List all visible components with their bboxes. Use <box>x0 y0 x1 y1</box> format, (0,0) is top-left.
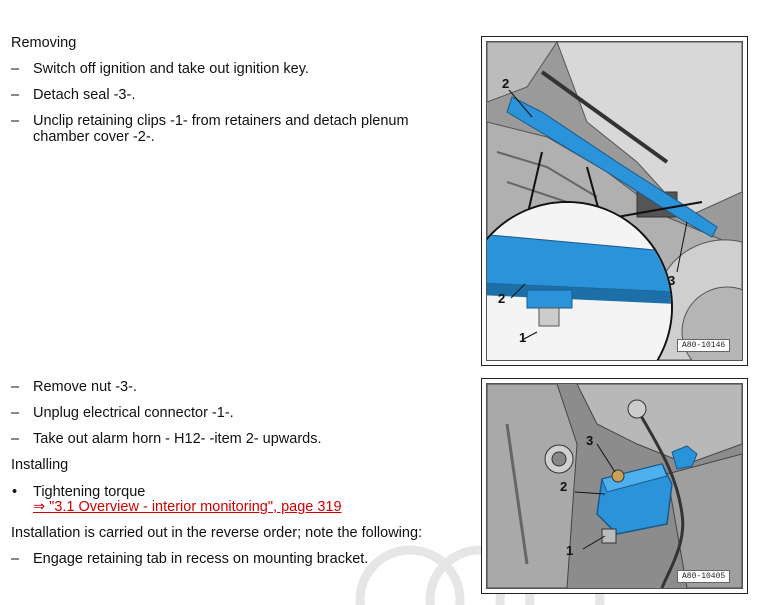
step-switch-off-ignition: Switch off ignition and take out ignition key. <box>33 61 309 77</box>
callout-1: 1 <box>566 543 574 558</box>
dash-marker: – <box>11 551 20 567</box>
installation-note: Installation is carried out in the reverse order; note the following: <box>11 525 423 541</box>
callout-3: 3 <box>668 273 676 288</box>
callout-2-inset: 2 <box>498 291 506 306</box>
figure2-callouts <box>482 379 747 593</box>
figure-alarm-horn <box>481 378 748 594</box>
bullet-marker: • <box>12 484 18 500</box>
dash-marker: – <box>11 113 20 129</box>
dash-marker: – <box>11 379 20 395</box>
dash-marker: – <box>11 61 20 77</box>
step-take-out-alarm-horn: Take out alarm horn - H12- -item 2- upwards. <box>33 431 322 447</box>
dash-marker: – <box>11 431 20 447</box>
callout-2: 2 <box>560 479 568 494</box>
step-engage-retaining-tab: Engage retaining tab in recess on mounting bracket. <box>33 551 369 567</box>
callout-3: 3 <box>586 433 594 448</box>
figure-plenum-chamber-cover <box>481 36 748 366</box>
step-unplug-connector: Unplug electrical connector -1-. <box>33 405 234 421</box>
tightening-torque-label: Tightening torque <box>33 484 146 500</box>
overview-interior-monitoring-link[interactable]: ⇒ "3.1 Overview - interior monitoring", page 319 <box>33 499 342 515</box>
figure1-id-label: A80-10146 <box>677 339 730 352</box>
step-unclip-retaining-clips-cont: chamber cover -2-. <box>33 129 155 145</box>
step-detach-seal: Detach seal -3-. <box>33 87 136 103</box>
callout-1-inset: 1 <box>519 330 527 345</box>
figure1-callouts <box>482 37 747 365</box>
dash-marker: – <box>11 405 20 421</box>
figure2-id-label: A80-10405 <box>677 570 730 583</box>
step-remove-nut: Remove nut -3-. <box>33 379 137 395</box>
callout-2-top: 2 <box>502 76 510 91</box>
dash-marker: – <box>11 87 20 103</box>
step-unclip-retaining-clips: Unclip retaining clips -1- from retainers and detach plenum <box>33 113 409 129</box>
removing-heading: Removing <box>11 35 77 51</box>
installing-heading: Installing <box>11 457 69 473</box>
